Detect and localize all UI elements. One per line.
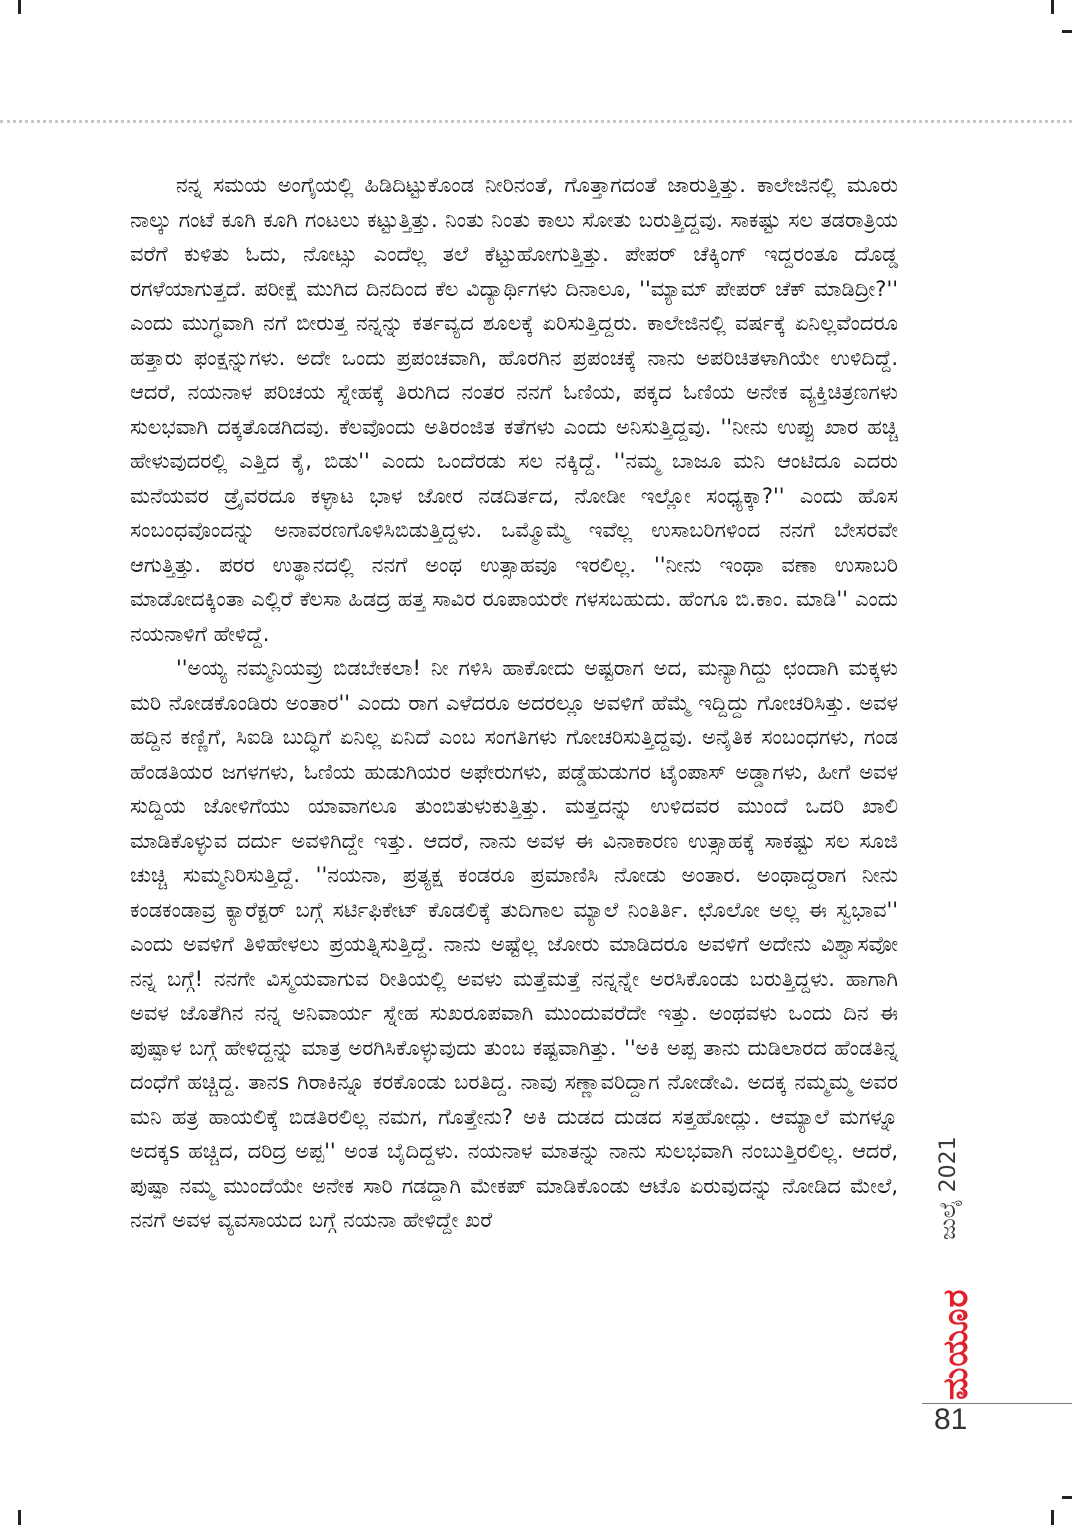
magazine-name-logo: ಮಯೂರ [936, 1288, 976, 1400]
crop-mark-bottom-left [18, 1510, 21, 1525]
issue-month-year: ಜುಲೈ 2021 [936, 1136, 961, 1240]
crop-mark-top-right [1051, 0, 1054, 14]
article-paragraph-1: ನನ್ನ ಸಮಯ ಅಂಗೈಯಲ್ಲಿ ಹಿಡಿದಿಟ್ಟುಕೊಂಡ ನೀರಿನಂತೆ, ಗೊತ್ತಾಗದಂತೆ ಜಾರುತ್ತಿತ್ತು. ಕಾಲೇಜಿನಲ್ಲಿ ಮೂರು ನಾಲ್ಕು ಗಂಟೆ ಕೂಗಿ ಕೂಗಿ ಗಂಟಲು ಕಟ್ಟುತ್ತಿತ್ತು. ನಿಂತು ನಿಂತು ಕಾಲು ಸೋತು ಬರುತ್ತಿದ್ದವು. ಸಾಕಷ್ಟು ಸಲ ತಡರಾತ್ರಿಯ ವರೆಗೆ ಕುಳಿತು ಓದು, ನೋಟ್ಸು ಎಂದೆಲ್ಲ ತಲೆ ಕೆಟ್ಟುಹೋಗುತ್ತಿತ್ತು. ಪೇಪರ್ ಚೆಕ್ಕಿಂಗ್ ಇದ್ದರಂತೂ ದೊಡ್ಡ ರಗಳೆಯಾಗುತ್ತದೆ. ಪರೀಕ್ಷೆ ಮುಗಿದ ದಿನದಿಂದ ಕೆಲ ವಿದ್ಯಾರ್ಥಿಗಳು ದಿನಾಲೂ, ''ಮ್ಯಾಮ್ ಪೇಪರ್ ಚೆಕ್ ಮಾಡಿದ್ರೀ?'' ಎಂದು ಮುಗ್ಧವಾಗಿ ನಗೆ ಬೀರುತ್ತ ನನ್ನನ್ನು ಕರ್ತವ್ಯದ ಶೂಲಕ್ಕೆ ಏರಿಸುತ್ತಿದ್ದರು. ಕಾಲೇಜಿನಲ್ಲಿ ವರ್ಷಕ್ಕೆ ಏನಿಲ್ಲವೆಂದರೂ ಹತ್ತಾರು ಫಂಕ್ಷನ್ನುಗಳು. ಅದೇ ಒಂದು ಪ್ರಪಂಚವಾಗಿ, ಹೊರಗಿನ ಪ್ರಪಂಚಕ್ಕೆ ನಾನು ಅಪರಿಚಿತಳಾಗಿಯೇ ಉಳಿದಿದ್ದೆ. ಆದರೆ, ನಯನಾಳ ಪರಿಚಯ ಸ್ನೇಹಕ್ಕೆ ತಿರುಗಿದ ನಂತರ ನನಗೆ ಓಣಿಯ, ಪಕ್ಕದ ಓಣಿಯ ಅನೇಕ ವ್ಯಕ್ತಿಚಿತ್ರಣಗಳು ಸುಲಭವಾಗಿ ದಕ್ಕತೊಡಗಿದವು. ಕೆಲವೊಂದು ಅತಿರಂಜಿತ ಕತೆಗಳು ಎಂದು ಅನಿಸುತ್ತಿದ್ದವು. ''ನೀನು ಉಪ್ಪು ಖಾರ ಹಚ್ಚಿ ಹೇಳುವುದರಲ್ಲಿ ಎತ್ತಿದ ಕೈ, ಬಿಡು'' ಎಂದು ಒಂದೆರಡು ಸಲ ನಕ್ಕಿದ್ದೆ. ''ನಮ್ಮ ಬಾಜೂ ಮನಿ ಆಂಟಿದೂ ಎದರು ಮನೆಯವರ ಡ್ರೈವರದೂ ಕಳ್ಳಾಟ ಭಾಳ ಜೋರ ನಡದಿರ್ತದ, ನೋಡೀ ಇಲ್ಲೋ ಸಂಧ್ಯಕ್ಕಾ?'' ಎಂದು ಹೊಸ ಸಂಬಂಧವೊಂದನ್ನು ಅನಾವರಣಗೊಳಿಸಿಬಿಡುತ್ತಿದ್ದಳು. ಒಮ್ಮೊಮ್ಮೆ ಇವೆಲ್ಲ ಉಸಾಬರಿಗಳಿಂದ ನನಗೆ ಬೇಸರವೇ ಆಗುತ್ತಿತ್ತು. ಪರರ ಉತ್ಥಾನದಲ್ಲಿ ನನಗೆ ಅಂಥ ಉತ್ಸಾಹವೂ ಇರಲಿಲ್ಲ. ''ನೀನು ಇಂಥಾ ವಣಾ ಉಸಾಬರಿ ಮಾಡೋದಕ್ಕಿಂತಾ ಎಲ್ಲಿರೆ ಕೆಲಸಾ ಹಿಡದ್ರ ಹತ್ತ ಸಾವಿರ ರೂಪಾಯರೇ ಗಳಸಬಹುದು. ಹೆಂಗೂ ಬಿ.ಕಾಂ. ಮಾಡಿ'' ಎಂದು ನಯನಾಳಿಗೆ ಹೇಳಿದ್ದೆ. [130, 173, 898, 646]
header-dotted-rule [0, 120, 1072, 123]
side-label [936, 1130, 976, 1400]
article-body [130, 168, 898, 1238]
crop-mark-right-tick-bottom [1062, 1496, 1072, 1499]
crop-mark-bottom-right [1051, 1510, 1054, 1525]
article-paragraph-2: ''ಅಯ್ಯ ನಮ್ಮನಿಯವ್ರು ಬಿಡಬೇಕಲಾ! ನೀ ಗಳಿಸಿ ಹಾಕೋದು ಅಷ್ಟರಾಗ ಅದ, ಮನ್ಯಾಗಿದ್ದು ಛಂದಾಗಿ ಮಕ್ಕಳು ಮರಿ ನೋಡಕೊಂಡಿರು ಅಂತಾರ'' ಎಂದು ರಾಗ ಎಳೆದರೂ ಅದರಲ್ಲೂ ಅವಳಿಗೆ ಹೆಮ್ಮೆ ಇದ್ದಿದ್ದು ಗೋಚರಿಸಿತ್ತು. ಅವಳ ಹದ್ದಿನ ಕಣ್ಣಿಗೆ, ಸಿಐಡಿ ಬುದ್ಧಿಗೆ ಏನಿಲ್ಲ ಏನಿದೆ ಎಂಬ ಸಂಗತಿಗಳು ಗೋಚರಿಸುತ್ತಿದ್ದವು. ಅನೈತಿಕ ಸಂಬಂಧಗಳು, ಗಂಡ ಹೆಂಡತಿಯರ ಜಗಳಗಳು, ಓಣಿಯ ಹುಡುಗಿಯರ ಅಫೇರುಗಳು, ಪಡ್ಡೆಹುಡುಗರ ಟೈಂಪಾಸ್ ಅಡ್ಡಾಗಳು, ಹೀಗೆ ಅವಳ ಸುದ್ದಿಯ ಜೋಳಿಗೆಯು ಯಾವಾಗಲೂ ತುಂಬಿತುಳುಕುತ್ತಿತ್ತು. ಮತ್ತದನ್ನು ಉಳಿದವರ ಮುಂದೆ ಒದರಿ ಖಾಲಿ ಮಾಡಿಕೊಳ್ಳುವ ದರ್ದು ಅವಳಿಗಿದ್ದೇ ಇತ್ತು. ಆದರೆ, ನಾನು ಅವಳ ಈ ವಿನಾಕಾರಣ ಉತ್ಸಾಹಕ್ಕೆ ಸಾಕಷ್ಟು ಸಲ ಸೂಜಿ ಚುಚ್ಚಿ ಸುಮ್ಮನಿರಿಸುತ್ತಿದ್ದೆ. ''ನಯನಾ, ಪ್ರತ್ಯಕ್ಷ ಕಂಡರೂ ಪ್ರಮಾಣಿಸಿ ನೋಡು ಅಂತಾರ. ಅಂಥಾದ್ದರಾಗ ನೀನು ಕಂಡಕಂಡಾವ್ರ ಕ್ಯಾರೆಕ್ಟರ್ ಬಗ್ಗೆ ಸರ್ಟಿಫಿಕೇಟ್ ಕೊಡಲಿಕ್ಕೆ ತುದಿಗಾಲ ಮ್ಯಾಲೆ ನಿಂತಿರ್ತಿ. ಛೊಲೋ ಅಲ್ಲ ಈ ಸ್ವಭಾವ'' ಎಂದು ಅವಳಿಗೆ ತಿಳಿಹೇಳಲು ಪ್ರಯತ್ನಿಸುತ್ತಿದ್ದೆ. ನಾನು ಅಷ್ಟೆಲ್ಲ ಜೋರು ಮಾಡಿದರೂ ಅವಳಿಗೆ ಅದೇನು ವಿಶ್ವಾಸವೋ ನನ್ನ ಬಗ್ಗೆ! ನನಗೇ ವಿಸ್ಮಯವಾಗುವ ರೀತಿಯಲ್ಲಿ ಅವಳು ಮತ್ತೆಮತ್ತೆ ನನ್ನನ್ನೇ ಅರಸಿಕೊಂಡು ಬರುತ್ತಿದ್ದಳು. ಹಾಗಾಗಿ ಅವಳ ಜೊತೆಗಿನ ನನ್ನ ಅನಿವಾರ್ಯ ಸ್ನೇಹ ಸುಖರೂಪವಾಗಿ ಮುಂದುವರೆದೇ ಇತ್ತು. ಅಂಥವಳು ಒಂದು ದಿನ ಈ ಪುಷ್ಪಾಳ ಬಗ್ಗೆ ಹೇಳಿದ್ದನ್ನು ಮಾತ್ರ ಅರಗಿಸಿಕೊಳ್ಳುವುದು ತುಂಬ ಕಷ್ಟವಾಗಿತ್ತು. ''ಅಕಿ ಅಪ್ಪ ತಾನು ದುಡಿಲಾರದ ಹೆಂಡತಿನ್ನ ದಂಧೆಗೆ ಹಚ್ಚಿದ್ದ. ತಾನs ಗಿರಾಕಿನ್ನೂ ಕರಕೊಂಡು ಬರತಿದ್ದ. ನಾವು ಸಣ್ಣಾವರಿದ್ದಾಗ ನೋಡೇವಿ. ಅದಕ್ಕ ನಮ್ಮಮ್ಮ ಅವರ ಮನಿ ಹತ್ರ ಹಾಯಲಿಕ್ಕೆ ಬಿಡತಿರಲಿಲ್ಲ ನಮಗ, ಗೊತ್ತೇನು? ಅಕಿ ದುಡದ ದುಡದ ಸತ್ತಹೋದ್ಲು. ಆಮ್ಯಾಲೆ ಮಗಳ್ನೂ ಅದಕ್ಕs ಹಚ್ಚಿದ, ದರಿದ್ರ ಅಪ್ಪ'' ಅಂತ ಬೈದಿದ್ದಳು. ನಯನಾಳ ಮಾತನ್ನು ನಾನು ಸುಲಭವಾಗಿ ನಂಬುತ್ತಿರಲಿಲ್ಲ. ಆದರೆ, ಪುಷ್ಪಾ ನಮ್ಮ ಮುಂದೆಯೇ ಅನೇಕ ಸಾರಿ ಗಡದ್ದಾಗಿ ಮೇಕಪ್ ಮಾಡಿಕೊಂಡು ಆಟೊ ಏರುವುದನ್ನು ನೋಡಿದ ಮೇಲೆ, ನನಗೆ ಅವಳ ವ್ಯವಸಾಯದ ಬಗ್ಗೆ ನಯನಾ ಹೇಳಿದ್ದೇ ಖರೆ [130, 656, 898, 1232]
crop-mark-top-left [18, 0, 21, 14]
page-number: 81 [934, 1403, 968, 1436]
crop-mark-right-tick-top [1062, 30, 1072, 33]
